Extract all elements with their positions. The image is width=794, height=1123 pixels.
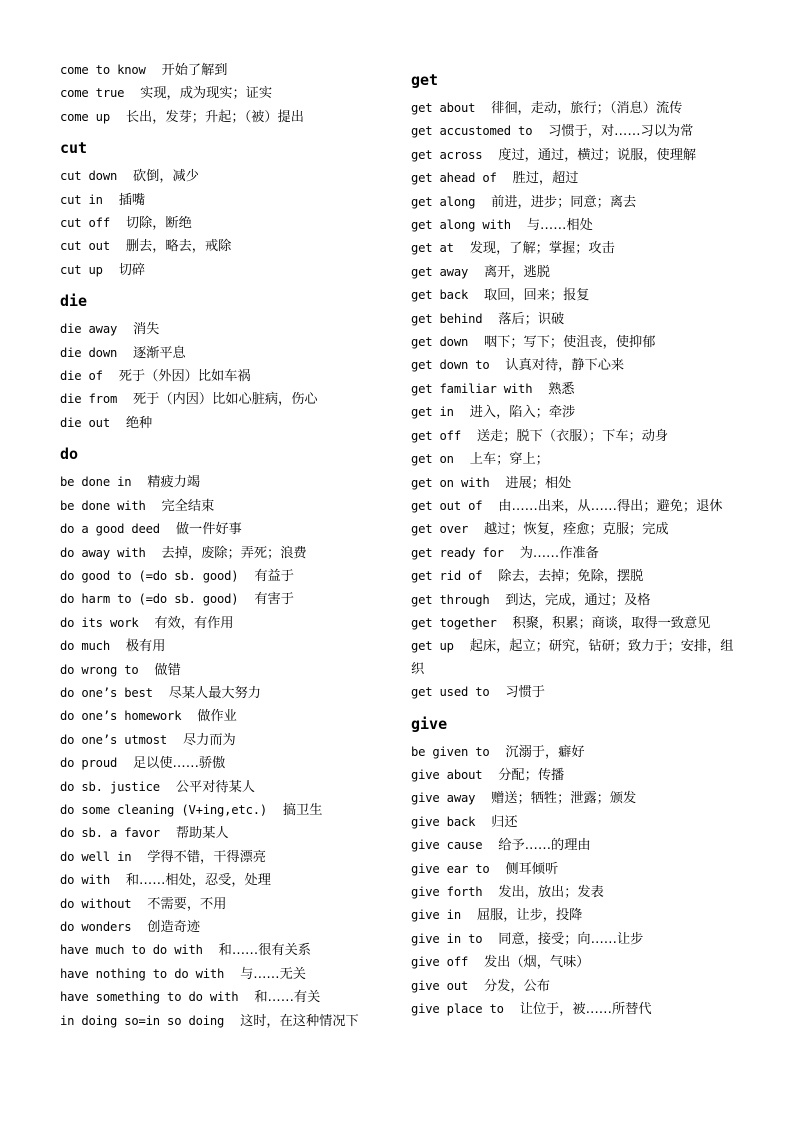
phrase-english: get on with [411,475,490,490]
phrase-entry [411,741,741,764]
section-heading: do [60,445,79,464]
phrase-entry [411,518,741,541]
phrase-english: get up [411,639,454,654]
phrase-chinese: 越过；恢复，痊愈；克服；完成 [484,522,669,538]
phrase-english: get along with [411,218,511,233]
phrase-entry [411,635,741,681]
phrase-chinese: 发出，放出；发表 [498,885,604,900]
phrase-english: get ready for [411,545,504,560]
phrase-english: do well in [60,849,132,864]
phrase-entry [60,471,390,494]
phrase-chinese: 做作业 [197,709,237,725]
phrase-entry [60,565,390,588]
phrase-chinese: 由……出来，从……得出；避免；退休 [498,498,723,514]
phrase-english: be done with [60,498,146,513]
phrase-entry [60,869,390,892]
phrase-entry [411,354,741,377]
phrase-chinese: 和……有关 [254,990,321,1006]
phrase-chinese: 送走；脱下（衣服）；下车；动身 [476,428,669,444]
phrase-chinese: 进入，陷入；牵涉 [469,405,576,421]
phrase-chinese: 学得不错，干得漂亮 [147,849,266,865]
phrase-english: cut up [60,262,103,277]
phrase-english: come true [60,86,125,101]
phrase-entry [411,120,741,143]
phrase-english: be done in [60,475,132,490]
phrase-english: have something to do with [60,990,239,1005]
phrase-entry [411,237,741,260]
phrase-entry [60,235,390,258]
phrase-english: die down [60,345,118,360]
phrase-english: get used to [411,685,490,700]
phrase-chinese: 起床，起立；研究，钻研；致力于；安排，组织 [411,639,734,677]
phrase-chinese: 徘徊，走动，旅行；（消息）流传 [491,101,683,116]
phrase-english: do some cleaning (V+ing,etc.) [60,802,267,817]
phrase-chinese: 同意，接受；向……让步 [498,931,644,947]
phrase-entry [60,82,390,105]
phrase-english: get ahead of [411,171,497,186]
phrase-english: do one’s utmost [60,732,168,747]
phrase-chinese: 习惯于，对……习以为常 [548,124,694,140]
phrase-chinese: 上车；穿上； [469,452,549,468]
phrase-english: die from [60,392,118,407]
phrase-chinese: 不需要，不用 [147,896,227,912]
phrase-english: get off [411,428,461,443]
phrase-english: do harm to (=do sb. good) [60,592,239,607]
phrase-english: get down to [411,358,490,373]
phrase-entry [60,705,390,728]
phrase-english: get away [411,264,469,279]
phrase-entry [60,165,390,188]
phrase-entry [411,951,741,974]
phrase-chinese: 与……无关 [240,966,306,982]
phrase-chinese: 认真对待，静下心来 [505,358,625,374]
phrase-english: do away with [60,545,146,560]
left-column [60,59,390,1033]
phrase-chinese: 死于（外因）比如车祸 [118,369,251,385]
phrase-chinese: 归还 [491,814,518,830]
phrase-english: get accustomed to [411,124,533,139]
phrase-entry [60,212,390,235]
phrase-entry [411,97,741,120]
phrase-english: get back [411,288,469,303]
phrase-entry [411,998,741,1021]
phrase-entry [60,612,390,635]
phrase-entry [411,565,741,588]
phrase-chinese: 完全结束 [161,498,215,514]
phrase-chinese: 足以使……骄傲 [133,756,226,772]
phrase-english: cut off [60,216,110,231]
phrase-english: give place to [411,1002,504,1017]
phrase-chinese: 落后；识破 [498,311,565,327]
phrase-chinese: 为……作准备 [519,545,599,561]
phrase-chinese: 插嘴 [118,192,146,208]
phrase-chinese: 屈服，让步，投降 [476,908,583,924]
phrase-entry [411,681,741,704]
phrase-entry [411,811,741,834]
phrase-english: cut down [60,169,118,184]
phrase-entry [60,799,390,822]
phrase-english: get through [411,592,490,607]
phrase-chinese: 沉溺于，癖好 [505,744,585,760]
phrase-entry [411,167,741,190]
phrase-english: get familiar with [411,381,533,396]
phrase-entry [60,822,390,845]
phrase-english: give cause [411,838,483,853]
phrase-chinese: 和……很有关系 [218,943,311,959]
phrase-chinese: 习惯于 [505,685,545,701]
phrase-chinese: 有效，有作用 [154,615,234,631]
phrase-english: die away [60,322,118,337]
phrase-chinese: 搞卫生 [282,802,323,818]
phrase-english: get rid of [411,569,483,584]
phrase-entry [60,542,390,565]
phrase-chinese: 前进，进步；同意；离去 [491,194,637,210]
phrase-entry [60,963,390,986]
phrase-chinese: 砍倒，减少 [133,169,199,185]
phrase-entry [411,612,741,635]
phrase-english: get across [411,147,483,162]
phrase-english: give off [411,955,469,970]
phrase-english: do with [60,873,110,888]
phrase-entry [411,975,741,998]
phrase-entry [411,448,741,471]
phrase-english: get behind [411,311,483,326]
phrase-chinese: 胜过，超过 [512,171,579,187]
phrase-chinese: 除去，去掉；免除，摆脱 [498,569,644,585]
phrase-english: do a good deed [60,522,160,537]
phrase-entry [60,729,390,752]
phrase-entry [411,542,741,565]
phrase-english: give back [411,814,476,829]
phrase-entry [411,331,741,354]
phrase-english: do good to (=do sb. good) [60,568,239,583]
phrase-chinese: 分发，公布 [484,978,550,994]
phrase-entry [411,787,741,810]
phrase-entry [411,401,741,424]
phrase-entry [60,986,390,1009]
phrase-english: be given to [411,744,490,759]
phrase-entry [60,893,390,916]
phrase-entry [411,589,741,612]
phrase-chinese: 分配；传播 [498,767,565,783]
phrase-chinese: 这时，在这种情况下 [240,1013,359,1029]
phrase-english: give in [411,908,461,923]
phrase-english: have nothing to do with [60,966,225,981]
phrase-chinese: 发出（烟，气味） [484,955,590,971]
phrase-english: do without [60,896,132,911]
phrase-entry [60,1010,390,1033]
phrase-chinese: 极有用 [125,639,166,655]
phrase-chinese: 和……相处，忍受，处理 [125,873,271,889]
phrase-chinese: 创造奇迹 [147,920,201,935]
phrase-english: do one’s best [60,685,153,700]
phrase-chinese: 逐渐平息 [133,345,186,361]
phrase-chinese: 尽力而为 [182,732,236,748]
phrase-chinese: 咽下；写下；使沮丧，使抑郁 [484,335,656,351]
phrase-english: come to know [60,63,146,77]
phrase-entry [411,881,741,904]
phrase-english: cut out [60,239,110,254]
phrase-entry [411,858,741,881]
phrase-english: give in to [411,931,483,946]
phrase-english: in doing so=in so doing [60,1013,225,1028]
phrase-english: get over [411,522,469,537]
phrase-chinese: 尽某人最大努力 [168,685,261,701]
section-heading: cut [60,139,88,158]
phrase-chinese: 实现，成为现实；证实 [140,86,273,102]
phrase-entry [411,378,741,401]
phrase-chinese: 公平对待某人 [175,779,255,795]
phrase-chinese: 到达，完成，通过；及格 [505,592,651,608]
phrase-entry [411,904,741,927]
phrase-chinese: 取回，回来；报复 [484,288,590,304]
phrase-entry [60,106,390,129]
phrase-english: come up [60,109,110,124]
phrase-entry [411,144,741,167]
phrase-chinese: 给予……的理由 [498,838,591,854]
phrase-entry [60,635,390,658]
phrase-entry [60,682,390,705]
phrase-entry [60,659,390,682]
phrase-english: get together [411,615,497,630]
phrase-english: get at [411,241,454,256]
phrase-entry [60,342,390,365]
phrase-entry [60,318,390,341]
phrase-english: do one’s homework [60,709,182,724]
phrase-english: give ear to [411,861,490,876]
phrase-english: cut in [60,192,103,207]
phrase-english: do sb. a favor [60,826,160,841]
phrase-english: do proud [60,756,118,771]
phrase-chinese: 绝种 [125,415,153,431]
phrase-english: get on [411,452,454,467]
phrase-english: do wrong to [60,662,139,677]
phrase-chinese: 发现，了解；掌握；攻击 [469,241,615,257]
phrase-english: die out [60,415,110,430]
phrase-chinese: 切碎 [118,262,146,278]
phrase-chinese: 做一件好事 [175,522,242,538]
phrase-entry [411,472,741,495]
phrase-chinese: 有害于 [254,592,294,608]
phrase-english: get in [411,405,454,420]
phrase-chinese: 赠送；牺牲；泄露；颁发 [491,791,637,807]
phrase-entry [60,365,390,388]
phrase-entry [60,752,390,775]
phrase-chinese: 熟悉 [548,381,575,397]
phrase-chinese: 进展；相处 [505,475,572,491]
phrase-entry [60,59,390,82]
phrase-entry [411,495,741,518]
phrase-chinese: 让位于，被……所替代 [519,1002,652,1018]
phrase-english: have much to do with [60,943,203,958]
phrase-english: do much [60,639,110,654]
phrase-chinese: 开始了解到 [161,63,228,78]
phrase-entry [60,776,390,799]
section-heading: die [60,292,88,311]
section-heading: get [411,71,439,89]
phrase-chinese: 做错 [154,662,181,678]
phrase-english: give away [411,791,476,806]
phrase-entry [60,388,390,411]
phrase-entry [60,259,390,282]
phrase-entry [411,284,741,307]
phrase-entry [60,939,390,962]
phrase-english: do sb. justice [60,779,160,794]
phrase-english: do wonders [60,920,132,934]
phrase-english: do its work [60,615,139,630]
phrase-english: give forth [411,885,483,899]
phrase-english: die of [60,369,103,384]
section-heading: give [411,714,448,733]
phrase-entry [411,191,741,214]
phrase-chinese: 死于（内因）比如心脏病，伤心 [133,392,318,408]
phrase-entry [60,588,390,611]
phrase-entry [60,846,390,869]
phrase-entry [411,834,741,857]
phrase-english: get along [411,194,476,209]
phrase-entry [411,214,741,237]
phrase-entry [411,308,741,331]
right-column [411,59,741,1021]
phrase-entry [411,764,741,787]
phrase-english: get out of [411,498,483,513]
phrase-chinese: 积聚，积累；商谈，取得一致意见 [512,615,711,631]
phrase-chinese: 消失 [133,322,160,338]
phrase-english: get about [411,101,476,115]
phrase-chinese: 长出，发芽；升起；（被）提出 [125,109,304,125]
phrase-chinese: 有益于 [254,568,294,584]
phrase-entry [60,916,390,939]
phrase-chinese: 度过，通过，横过；说服，使理解 [498,147,697,163]
phrase-english: give about [411,767,483,782]
phrase-english: give out [411,978,469,993]
phrase-entry [411,261,741,284]
phrase-entry [411,928,741,951]
phrase-chinese: 删去，略去，戒除 [125,239,232,255]
phrase-chinese: 与……相处 [526,218,593,234]
phrase-entry [60,412,390,435]
phrase-entry [411,425,741,448]
phrase-chinese: 精疲力竭 [147,475,201,491]
phrase-entry [60,495,390,518]
phrase-chinese: 帮助某人 [175,826,229,842]
phrase-chinese: 切除，断绝 [125,216,192,232]
phrase-entry [60,518,390,541]
phrase-chinese: 侧耳倾听 [505,861,559,877]
phrase-entry [60,189,390,212]
phrase-chinese: 去掉，废除；弄死；浪费 [161,545,307,561]
phrase-english: get down [411,335,469,350]
phrase-chinese: 离开，逃脱 [484,264,550,280]
